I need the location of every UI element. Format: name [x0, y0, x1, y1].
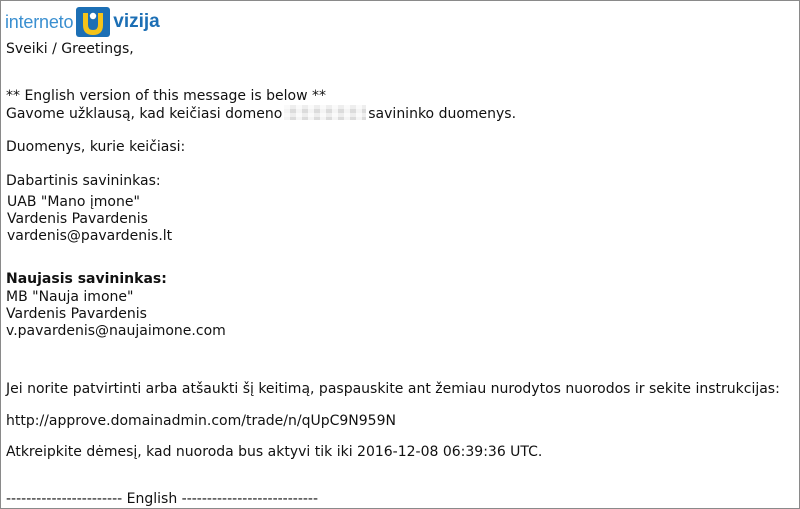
request-line: [6, 105, 516, 123]
instruction-text: Jei norite patvirtinti arba atšaukti šį keitimą, paspauskite ant žemiau nurodytos nuorodos ir sekite instrukcijas:: [6, 381, 780, 397]
approval-link[interactable]: http://approve.domainadmin.com/trade/n/qUpC9N959N: [6, 413, 396, 429]
current-owner-name: Vardenis Pavardenis: [7, 211, 148, 227]
english-notice: ** English version of this message is below **: [6, 88, 326, 104]
changing-data-label: Duomenys, kurie keičiasi:: [6, 139, 186, 155]
new-owner-label: Naujasis savininkas:: [6, 271, 167, 287]
redacted-domain: [284, 105, 366, 120]
request-after: savininko duomenys.: [368, 106, 517, 122]
request-before: Gavome užklausą, kad keičiasi domeno: [6, 106, 283, 122]
english-divider: ----------------------- English ---------------------------: [6, 491, 319, 507]
greeting: Sveiki / Greetings,: [6, 41, 134, 57]
new-owner-name: Vardenis Pavardenis: [6, 306, 147, 322]
new-owner-company: MB "Nauja imone": [6, 289, 134, 305]
current-owner-company: UAB "Mano įmone": [7, 194, 140, 210]
logo-left-text: interneto: [5, 11, 74, 32]
current-owner-label: Dabartinis savininkas:: [6, 173, 161, 189]
current-owner-email: vardenis@pavardenis.lt: [7, 228, 173, 244]
validity-notice: Atkreipkite dėmesį, kad nuoroda bus aktyvi tik iki 2016-12-08 06:39:36 UTC.: [6, 444, 543, 460]
logo-right-text: vizija: [113, 11, 160, 32]
new-owner-email: v.pavardenis@naujaimone.com: [6, 323, 226, 339]
logo-mark-icon: [76, 7, 110, 37]
interneto-vizija-logo: [5, 6, 160, 38]
